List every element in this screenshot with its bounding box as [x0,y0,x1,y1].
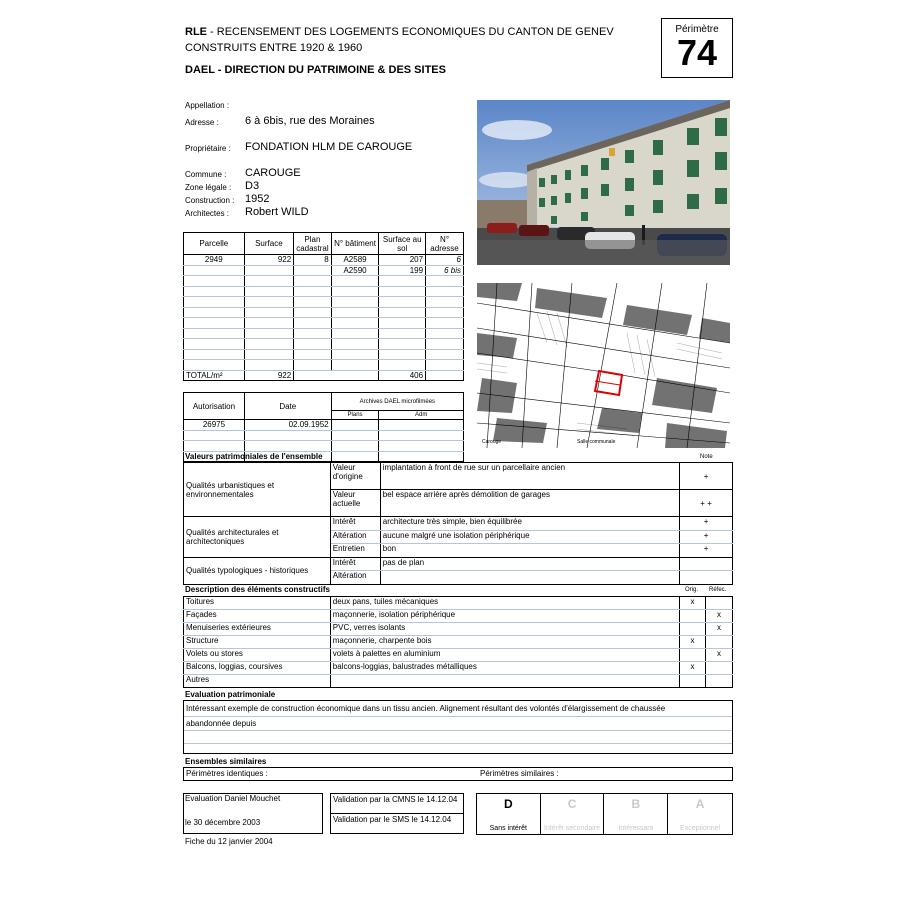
table-row [184,649,733,662]
adresse-label: Adresse : [185,118,219,127]
proprietaire-label: Propriétaire : [185,144,231,153]
date-cell: 02.09.1952 [244,420,331,431]
element-refec [706,662,733,675]
interet-note: + [680,517,733,531]
element-description: balcons-loggias, balustrades métalliques [330,662,679,675]
architectes-value: Robert WILD [245,206,309,218]
sol-cell: 199 [379,265,426,276]
validation-sms: Validation par le SMS le 14.12.04 [333,815,452,824]
fiche-date: Fiche du 12 janvier 2004 [185,837,273,846]
evaluation-title: Evaluation patrimoniale [185,690,276,699]
proprietaire-value: FONDATION HLM DE CAROUGE [245,141,413,153]
valeur-origine-label: Valeur d'origine [330,463,380,490]
table-row [184,255,464,266]
element-name: Façades [184,610,331,623]
perimetre-box [661,18,733,78]
sol-cell: 207 [379,255,426,266]
commune-label: Commune : [185,170,227,179]
rating-c [540,794,604,835]
rating-b-label: Intéressant [618,825,654,832]
valeur-actuelle-text: bel espace arrière après démolition de garages [380,490,679,517]
rating-a-letter: A [695,797,705,811]
evaluation-box [183,700,733,754]
table-row [184,597,733,610]
identiques-label: Périmètres identiques : [186,769,268,778]
element-description [330,675,679,688]
entretien-note: + [680,544,733,558]
arch-label: Qualités architecturales et architectoniques [184,517,331,558]
evaluation-line2: abandonnée depuis [184,717,732,731]
element-description: PVC, verres isolants [330,623,679,636]
table-row [184,623,733,636]
table-row [184,265,464,276]
similaires-label: Périmètres similaires : [480,769,559,778]
parcel-header-sol: Surface au sol [379,233,426,255]
map-label-salle: Salle communale [577,439,616,445]
orig-label: Orig. [685,587,699,593]
urb-label: Qualités urbanistiques et environnementales [184,463,331,517]
table-row [184,610,733,623]
parcel-header-surface: Surface [244,233,294,255]
typo-interet-label: Intérêt [330,557,380,571]
appellation-label: Appellation : [185,101,230,110]
surface-cell [244,265,294,276]
refec-label: Réfec. [709,587,727,593]
rating-d-label: Sans intérêt [489,825,527,832]
alteration-note: + [680,530,733,544]
adm-header: Adm [379,411,464,420]
parcel-table [183,232,464,381]
element-description: deux pans, tuiles mécaniques [330,597,679,610]
entretien-text: bon [380,544,679,558]
construction-value: 1952 [245,193,270,205]
element-refec [706,597,733,610]
evaluation-author-box [183,793,323,834]
typo-label: Qualités typologiques - historiques [184,557,331,584]
alteration-text: aucune malgré une isolation périphérique [380,530,679,544]
parcel-header-batiment: N° bâtiment [331,233,379,255]
plan-cell [294,265,331,276]
element-name: Structure [184,636,331,649]
valeur-actuelle-label: Valeur actuelle [330,490,380,517]
table-row [184,636,733,649]
typo-alteration-label: Altération [330,571,380,585]
plans-header: Plans [331,411,379,420]
element-name: Autres [184,675,331,688]
plan-cell: 8 [294,255,331,266]
parcel-cell: 2949 [184,255,245,266]
header-title [185,24,615,40]
building-photo [477,100,730,265]
entretien-label: Entretien [330,544,380,558]
typo-interet-text: pas de plan [380,557,679,571]
total-surface: 922 [244,370,294,381]
autorisation-header: Autorisation [184,393,245,420]
rating-b [604,794,668,835]
evaluation-date: le 30 décembre 2003 [185,818,261,827]
autorisation-cell: 26975 [184,420,245,431]
perimetre-number: 74 [676,32,718,73]
valeur-origine-note: + [680,463,733,490]
element-name: Menuiseries extérieures [184,623,331,636]
ensembles-title: Ensembles similaires [185,757,267,766]
archives-header: Archives DAEL microfilmées [331,393,463,411]
map-label-carouge: Carouge [482,439,502,445]
element-refec [706,636,733,649]
adresse-cell: 6 [426,255,464,266]
rle-label: RLE [185,26,207,38]
construction-label: Construction : [185,196,235,205]
batiment-cell: A2590 [331,265,379,276]
note-label: Note [700,454,713,460]
element-name: Toitures [184,597,331,610]
batiment-cell: A2589 [331,255,379,266]
architectes-label: Architectes : [185,209,230,218]
interet-label: Intérêt [330,517,380,531]
perimetre-label: Périmètre [675,24,719,35]
element-description: volets à palettes en aluminium [330,649,679,662]
table-row [184,662,733,675]
rating-table [476,793,733,835]
element-refec: x [706,623,733,636]
elements-table [183,596,733,688]
table-row [184,420,464,431]
zone-label: Zone légale : [185,183,232,192]
commune-value: CAROUGE [245,167,301,179]
total-label: TOTAL/m² [184,370,245,381]
valeur-actuelle-note: + + [680,490,733,517]
element-refec: x [706,649,733,662]
parcel-header-plan: Plan cadastral [294,233,331,255]
element-orig: x [680,597,706,610]
elements-title: Description des éléments constructifs [185,585,330,594]
rating-c-letter: C [567,797,577,811]
element-name: Volets ou stores [184,649,331,662]
alteration-label: Altération [330,530,380,544]
element-orig: x [680,636,706,649]
header-subtitle: CONSTRUITS ENTRE 1920 & 1960 [185,42,363,54]
rle-description: - RECENSEMENT DES LOGEMENTS ECONOMIQUES DU CANTON DE GENEV [207,26,614,38]
valeur-origine-text: implantation à front de rue sur un parcellaire ancien [380,463,679,490]
rating-a [668,794,733,835]
rating-d [477,794,541,835]
element-orig [680,675,706,688]
table-row [184,675,733,688]
interet-text: architecture très simple, bien équilibrée [380,517,679,531]
rating-d-letter: D [503,797,513,811]
total-row [184,370,464,381]
rating-a-label: Exceptionnel [680,825,721,832]
parcel-cell [184,265,245,276]
evaluation-line1: Intéressant exemple de construction économique dans un tissu ancien. Alignement résultant des volontés d'élargissement de chaussée [184,701,732,717]
valeurs-title: Valeurs patrimoniales de l'ensemble [185,452,323,461]
element-orig: x [680,662,706,675]
surface-cell: 922 [244,255,294,266]
ensembles-box [183,767,733,781]
dael-title: DAEL - DIRECTION DU PATRIMOINE & DES SITES [185,64,446,76]
adresse-value: 6 à 6bis, rue des Moraines [245,115,375,127]
cadastral-map [477,283,730,448]
element-orig [680,649,706,662]
rating-c-label: Intérêt secondaire [544,825,601,832]
date-header: Date [244,393,331,420]
element-refec [706,675,733,688]
element-name: Balcons, loggias, coursives [184,662,331,675]
evaluation-author: Evaluation Daniel Mouchet [185,794,281,803]
total-sol: 406 [379,370,426,381]
element-orig [680,610,706,623]
parcel-header-parcelle: Parcelle [184,233,245,255]
element-description: maçonnerie, charpente bois [330,636,679,649]
validation-cmns: Validation par la CMNS le 14.12.04 [331,794,463,814]
element-refec: x [706,610,733,623]
validation-box [330,793,464,834]
element-orig [680,623,706,636]
element-description: maçonnerie, isolation périphérique [330,610,679,623]
zone-value: D3 [245,180,260,192]
rating-b-letter: B [631,797,641,811]
valeurs-table [183,462,733,585]
adresse-cell: 6 bis [426,265,464,276]
parcel-header-adresse: N° adresse [426,233,464,255]
